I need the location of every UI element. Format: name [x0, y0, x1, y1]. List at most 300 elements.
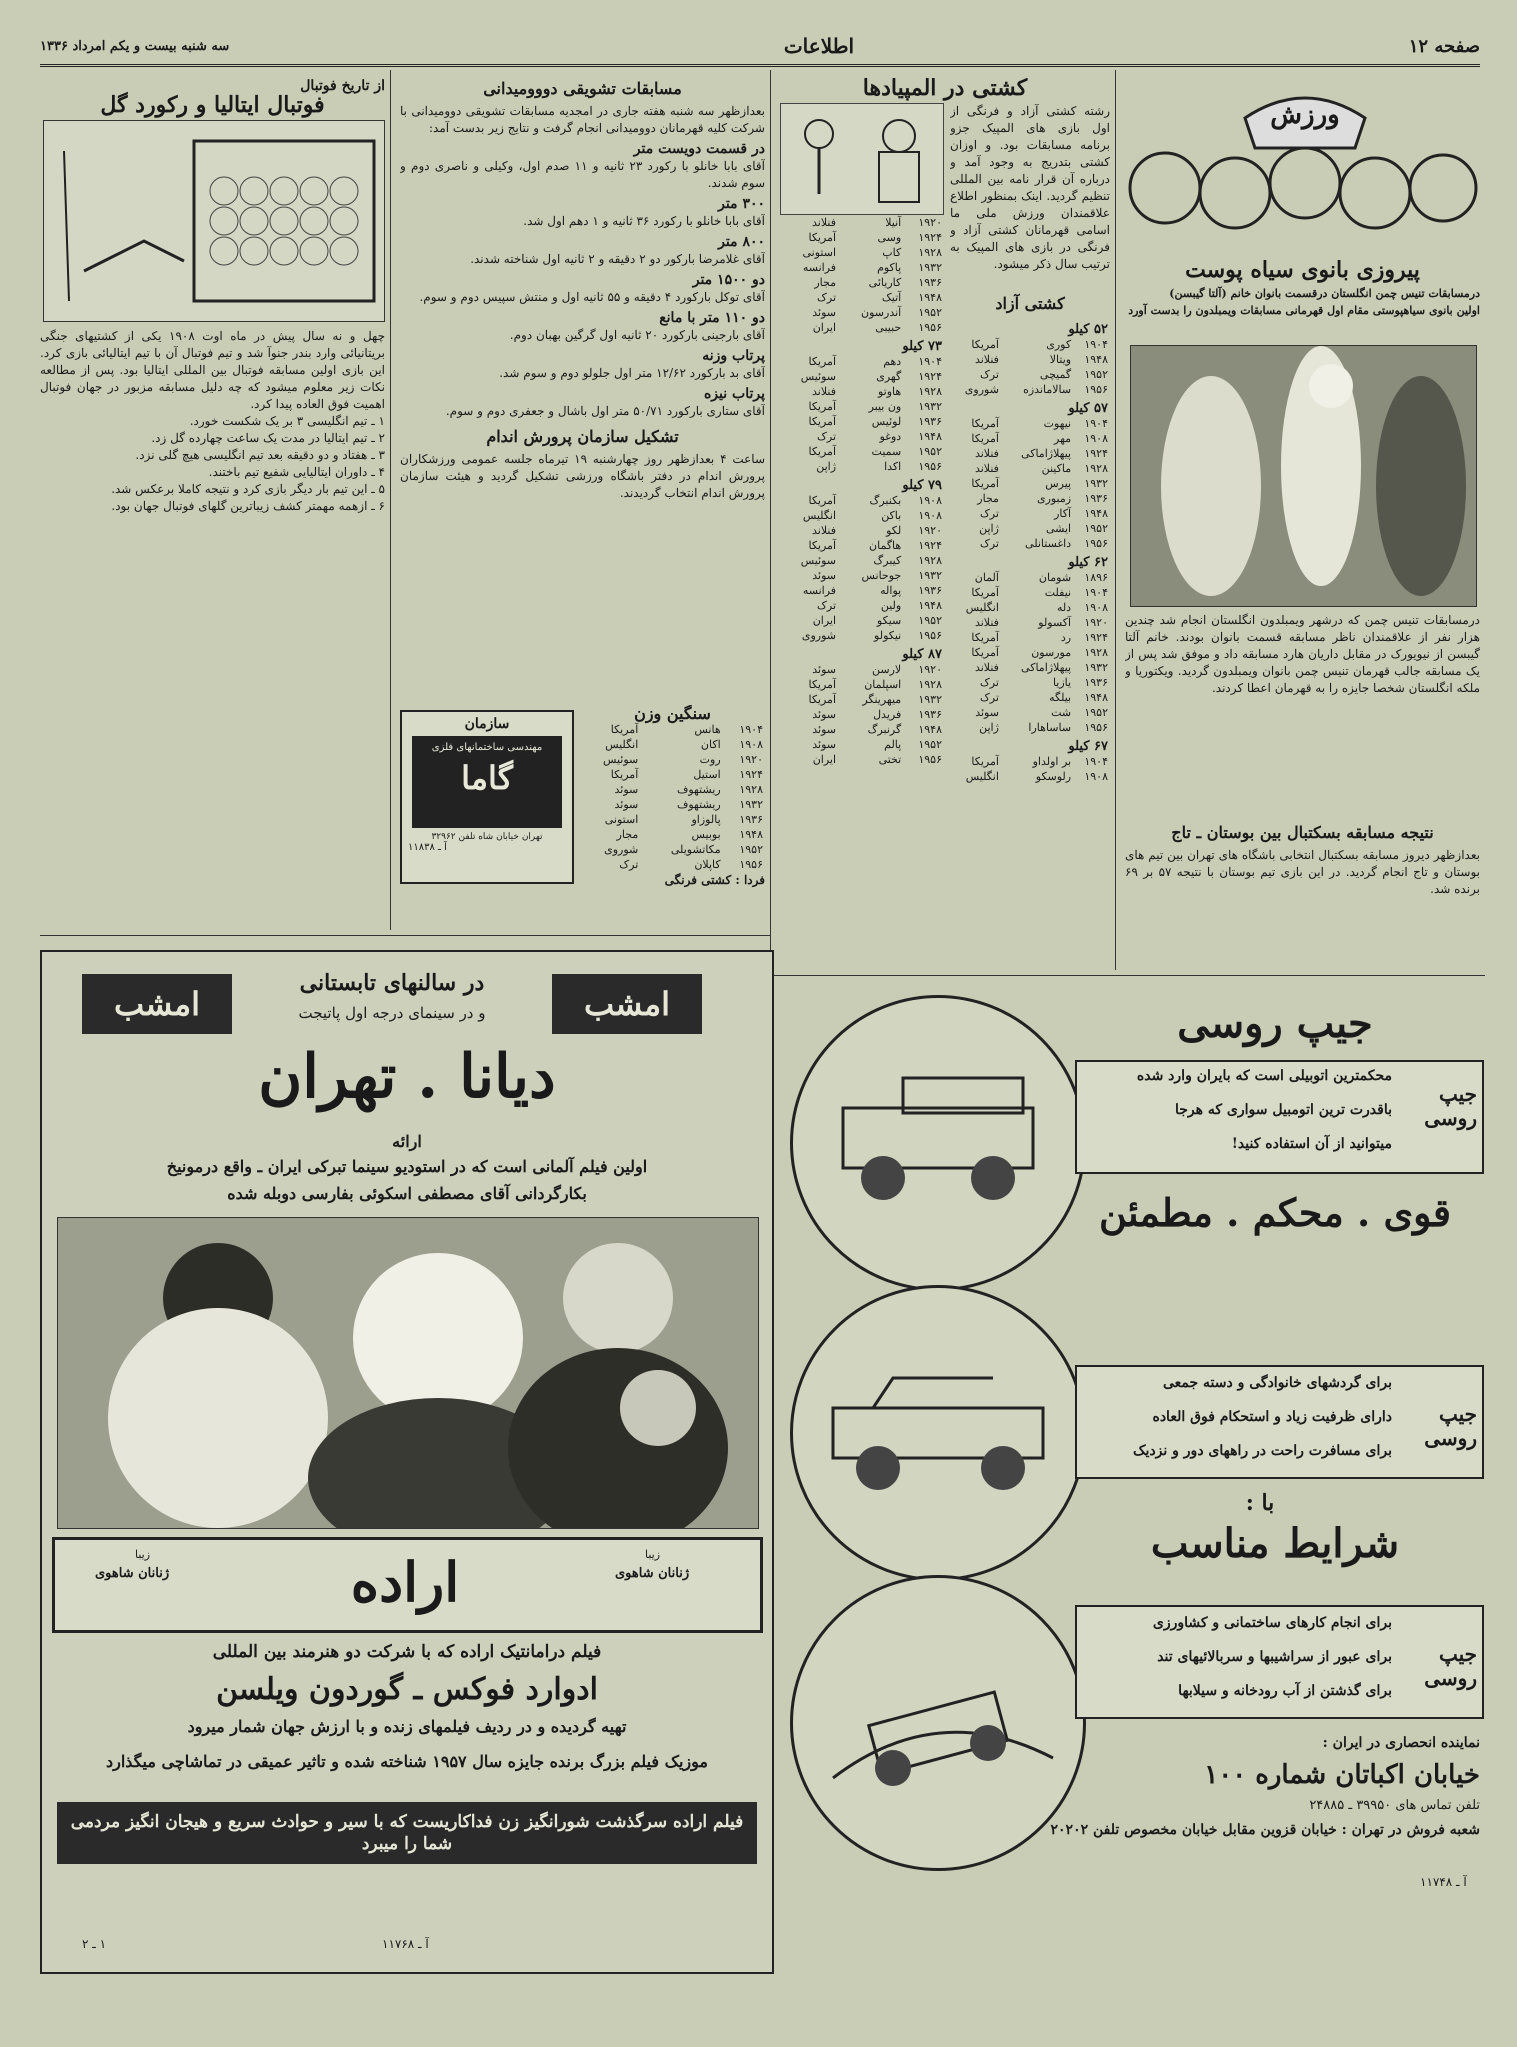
heavyweight-table: [580, 722, 765, 872]
champion-cell: اسپلمان: [864, 678, 902, 691]
year-cell: ۱۹۲۸: [1084, 646, 1108, 659]
year-cell: ۱۹۳۲: [918, 569, 942, 582]
country-cell: ایران: [812, 753, 837, 766]
jeep-brand-2: جیپ روسی: [1424, 1402, 1477, 1450]
year-cell: ۱۹۲۸: [739, 783, 763, 796]
table-row: [950, 476, 1110, 491]
year-cell: ۱۹۲۰: [918, 663, 942, 676]
football-story: [40, 78, 385, 928]
country-cell: ترک: [619, 858, 639, 871]
event-name: ۳۰۰ متر: [718, 196, 765, 212]
table-row: [780, 538, 944, 553]
jeep-illustration-2: [790, 1285, 1086, 1581]
basketball-story: [1125, 822, 1480, 962]
champion-cell: میهرینگر: [862, 693, 902, 706]
year-cell: ۱۹۲۴: [918, 539, 942, 552]
jeep-mid2: دارای ظرفیت زیاد و استحکام فوق العاده: [1152, 1409, 1392, 1425]
country-cell: ترک: [817, 599, 837, 612]
weight-class-title: ۷۳ کیلو: [902, 339, 942, 354]
year-cell: ۱۹۳۲: [739, 798, 763, 811]
table-row: [780, 414, 944, 429]
champion-cell: پیرس: [1045, 477, 1072, 490]
year-cell: ۱۹۴۸: [918, 430, 942, 443]
tennis-story: [1125, 260, 1480, 355]
country-cell: سوئد: [975, 706, 999, 719]
country-cell: ترک: [979, 676, 999, 689]
champion-cell: ریشتهوف: [676, 798, 721, 811]
champion-cell: کیبرگ: [873, 554, 902, 567]
year-cell: ۱۹۵۶: [1084, 383, 1108, 396]
champion-cell: نیفلت: [1044, 586, 1072, 599]
basketball-title: نتیجه مسابقه بسکتبال بین بوستان ـ تاج: [1171, 823, 1434, 842]
table-row: [780, 677, 944, 692]
jeep-slogan: قوی . محکم . مطمئن: [1099, 1190, 1451, 1235]
country-cell: آمریکا: [610, 723, 639, 736]
year-cell: ۱۹۰۸: [739, 738, 763, 751]
year-cell: ۱۹۲۸: [918, 554, 942, 567]
free-style-table: [950, 318, 1110, 784]
table-row: [950, 675, 1110, 690]
table-row: [950, 521, 1110, 536]
field-events-list: [400, 141, 765, 420]
film-line2: بکارگردانی آقای مصطفی اسکوئی بفارسی دوبله شده: [227, 1184, 587, 1203]
country-cell: ترک: [817, 430, 837, 443]
jeep-title: جیپ روسی: [1177, 1000, 1373, 1047]
table-row: [950, 570, 1110, 585]
table-row: [780, 662, 944, 677]
country-cell: فنلاند: [812, 216, 837, 229]
jeep-phones: تلفن تماس های ۳۹۹۵۰ ـ ۲۴۸۸۵: [1309, 1798, 1480, 1813]
table-row: [950, 491, 1110, 506]
table-row: [950, 367, 1110, 382]
year-cell: ۱۹۵۶: [1084, 537, 1108, 550]
champion-cell: بکنبرگ: [869, 494, 902, 507]
country-cell: سوئد: [812, 306, 837, 319]
year-cell: ۱۹۵۲: [1084, 368, 1108, 381]
year-cell: ۱۹۳۲: [918, 261, 942, 274]
table-row: [780, 275, 944, 290]
champion-cell: آکار: [1054, 507, 1072, 520]
year-cell: ۱۹۵۶: [739, 858, 763, 871]
year-cell: ۱۹۴۸: [1084, 691, 1108, 704]
champion-cell: پالوزاو: [691, 813, 721, 826]
gama-ad-brand: گاما: [461, 759, 513, 797]
table-row: [950, 352, 1110, 367]
country-cell: سوئد: [812, 569, 837, 582]
year-cell: ۱۹۵۲: [1084, 706, 1108, 719]
country-cell: آمریکا: [808, 678, 837, 691]
jeep-tag3: میتوانید از آن استفاده کنید!: [1231, 1136, 1392, 1152]
film-ad: [40, 950, 774, 1974]
jeep-low2: برای عبور از سراشیبها و سربالائیهای تند: [1157, 1649, 1392, 1665]
year-cell: ۱۹۳۶: [918, 276, 942, 289]
film-desc1: فیلم درامانتیک اراده که با شرکت دو هنرمند بین المللی: [212, 1642, 602, 1662]
country-cell: شوروی: [801, 629, 837, 642]
country-cell: فنلاند: [974, 447, 999, 460]
table-row: [950, 337, 1110, 352]
cinemas-names: دیانا . تهران: [258, 1042, 556, 1112]
country-cell: سوئیس: [800, 370, 837, 383]
country-cell: فنلاند: [974, 353, 999, 366]
country-cell: آمریکا: [971, 477, 999, 490]
champion-cell: گمیچی: [1039, 368, 1072, 381]
year-cell: ۱۹۰۴: [1084, 586, 1108, 599]
table-row: [580, 722, 765, 737]
champion-cell: هاگمان: [869, 539, 902, 552]
field-events-body: بعدازظهر سه شنبه هفته جاری در امجدیه مسابقات تشویقی دوومیدانی با شرکت کلیه قهرمانان دوومیدانی انجام گرفت و نتایج زیر بدست آمد:: [400, 104, 765, 135]
country-cell: آمریکا: [808, 400, 837, 413]
year-cell: ۱۹۵۶: [918, 753, 942, 766]
country-cell: ترک: [979, 537, 999, 550]
table-row: [950, 720, 1110, 735]
champion-cell: رد: [1060, 631, 1072, 644]
champion-cell: کاپ: [882, 246, 902, 259]
country-cell: آمریکا: [808, 355, 837, 368]
champion-cell: شومان: [1038, 571, 1072, 584]
table-row: [950, 506, 1110, 521]
champion-cell: کاریائی: [868, 276, 902, 289]
year-cell: ۱۹۰۴: [918, 355, 942, 368]
year-cell: ۱۹۵۲: [918, 445, 942, 458]
champion-cell: ریشتهوف: [676, 783, 721, 796]
country-cell: آمریکا: [971, 755, 999, 768]
jeep-brand-3: جیپ روسی: [1424, 1642, 1477, 1690]
year-cell: ۱۹۰۸: [918, 494, 942, 507]
champion-cell: اکان: [700, 738, 721, 751]
table-row: [580, 752, 765, 767]
football-points: [40, 413, 385, 515]
olympics-intro: رشته کشتی آزاد و فرنگی از اول بازی های المپیک جزو برنامه مسابقات بود. و اوزان کشتی بتدریج به وجود آمد و درباره آن قرار نامه بین المللی تنظیم گردید. اینک بمنظور اطلاع علاقمندان ورزش ملی ما اسامی قهرمانان کشتی آزاد و فرنگی در بازی های المپیک به ترتیب سال ذکر میشود.: [950, 104, 1110, 271]
gama-ad-address: تهران خیابان شاه تلفن ۳۲۹۶۲: [431, 832, 543, 842]
champion-cell: بوبیس: [691, 828, 721, 841]
champion-cell: باکن: [881, 509, 902, 522]
event-result: آقای غلامرضا بارکور دو ۲ دقیقه و ۲ ثانیه اول شناخته شدند.: [470, 252, 765, 266]
jeep-dealer: نماینده انحصاری در ایران :: [1322, 1735, 1480, 1751]
champion-cell: کوری: [1046, 338, 1072, 351]
table-row: [780, 320, 944, 335]
champion-cell: وسی: [877, 231, 902, 244]
country-cell: آمریکا: [971, 631, 999, 644]
free-style-table-2: [780, 215, 944, 767]
jeep-tag1: محکمترین اتوبیلی است که بایران وارد شده: [1136, 1068, 1392, 1084]
film-presents: ارائه: [392, 1132, 422, 1151]
film-line1: اولین فیلم آلمانی است که در استودیو سینما تبرکی ایران ـ واقع درمونیخ: [166, 1157, 648, 1176]
jeep-ad: [780, 990, 1485, 1950]
year-cell: ۱۹۲۴: [918, 231, 942, 244]
football-point: ۶ ـ ازهمه مهمتر کشف زیباترین گلهای فوتبال جهان بود.: [111, 499, 385, 513]
weight-class-title: ۵۷ کیلو: [1068, 401, 1108, 416]
country-cell: سوئد: [812, 708, 837, 721]
champion-cell: داغستانلی: [1025, 537, 1072, 550]
year-cell: ۱۹۵۶: [918, 321, 942, 334]
jeep-with: با :: [1245, 1490, 1275, 1516]
country-cell: سوئد: [812, 723, 837, 736]
table-row: [950, 645, 1110, 660]
country-cell: مجار: [814, 276, 837, 289]
year-cell: ۱۹۳۶: [739, 813, 763, 826]
country-cell: فرانسه: [802, 584, 837, 597]
year-cell: ۱۹۴۸: [1084, 353, 1108, 366]
year-cell: ۱۹۲۴: [918, 370, 942, 383]
jeep-tag2: باقدرت ترین اتومبیل سواری که هرجا: [1174, 1102, 1392, 1118]
table-row: [580, 842, 765, 857]
table-row: [780, 260, 944, 275]
year-cell: ۱۹۲۸: [918, 246, 942, 259]
year-cell: ۱۹۲۴: [739, 768, 763, 781]
table-row: [780, 508, 944, 523]
champion-cell: مهر: [1054, 432, 1072, 445]
weight-class-title: ۵۲ کیلو: [1068, 322, 1108, 337]
year-cell: ۱۹۰۴: [739, 723, 763, 736]
star-right-role: زیبا: [645, 1548, 661, 1561]
country-cell: ترک: [979, 507, 999, 520]
table-row: [780, 553, 944, 568]
film-title-box: [52, 1537, 763, 1633]
champion-cell: بر اولداو: [1032, 755, 1072, 768]
country-cell: مجار: [616, 828, 639, 841]
champion-cell: فریدل: [873, 708, 902, 721]
champion-cell: تختی: [878, 753, 902, 766]
year-cell: ۱۹۲۴: [1084, 631, 1108, 644]
page-number: صفحه ۱۲: [1408, 35, 1480, 57]
event-result: آقای بارجینی بارکورد ۲۰ ثانیه اول گرگین بهبان دوم.: [509, 328, 765, 342]
country-cell: آمریکا: [808, 415, 837, 428]
gama-ad: [400, 710, 574, 884]
country-cell: آمریکا: [971, 417, 999, 430]
country-cell: آمریکا: [971, 432, 999, 445]
year-cell: ۱۹۳۲: [1084, 661, 1108, 674]
champion-cell: لکو: [886, 524, 902, 537]
year-cell: ۱۹۰۴: [1084, 755, 1108, 768]
event-name: در قسمت دویست متر: [633, 141, 765, 157]
tennis-title: پیروزی بانوی سیاه پوست: [1185, 260, 1420, 283]
champion-cell: ماکینن: [1041, 462, 1072, 475]
film-bottom-banner: فیلم اراده سرگذشت شورانگیز زن فداکاریست که با سیر و حوادث سریع و هیجان انگیز مردمی شما را میبرد: [57, 1802, 757, 1864]
country-cell: فنلاند: [812, 385, 837, 398]
tonight-box-right: امشب: [552, 974, 702, 1034]
year-cell: ۱۹۰۸: [1084, 601, 1108, 614]
jeep-mid3: برای مسافرت راحت در راههای دور و نزدیک: [1133, 1443, 1392, 1459]
country-cell: فنلاند: [812, 524, 837, 537]
year-cell: ۱۹۲۰: [739, 753, 763, 766]
table-row: [950, 754, 1110, 769]
country-cell: آمریکا: [808, 445, 837, 458]
country-cell: فنلاند: [974, 616, 999, 629]
champion-cell: دوغو: [879, 430, 902, 443]
table-row: [780, 384, 944, 399]
bodybuilding-title: تشکیل سازمان پرورش اندام: [486, 427, 679, 446]
film-intro: در سالنهای تابستانی: [299, 970, 485, 996]
football-point: ۵ ـ این تیم بار دیگر بازی کرد و نتیجه کاملا برعکس شد.: [111, 482, 385, 496]
gama-ad-code: آ ـ ۱۱۸۳۸: [408, 842, 447, 853]
page-header: [40, 28, 1480, 67]
champion-cell: اکدا: [884, 460, 902, 473]
champion-cell: مکاتشویلی: [670, 843, 721, 856]
country-cell: انگلیس: [965, 770, 999, 783]
year-cell: ۱۹۰۸: [1084, 770, 1108, 783]
event-result: آقای ستاری بارکورد ۵۰/۷۱ متر اول باشال و جعفری دوم و سوم.: [445, 404, 765, 418]
country-cell: ژاپن: [816, 460, 837, 473]
table-row: [780, 583, 944, 598]
tennis-photo: [1130, 345, 1477, 607]
year-cell: ۱۹۲۸: [1084, 462, 1108, 475]
year-cell: ۱۹۲۰: [1084, 616, 1108, 629]
free-style-title: کشتی آزاد: [995, 294, 1065, 313]
table-row: [780, 215, 944, 230]
basketball-body: بعدازظهر دیروز مسابقه بسکتبال انتخابی باشگاه های تهران بین تیم های بوستان و تاج انجام گردید. در این بازی تیم بوستان با نتیجه ۵۷ بر ۶۹ برنده شد.: [1125, 848, 1480, 896]
table-row: [780, 230, 944, 245]
star-right-name: ژنانان شاهوی: [615, 1566, 690, 1581]
country-cell: مجار: [977, 492, 999, 505]
champion-cell: گرنبرگ: [867, 723, 902, 736]
year-cell: ۱۹۳۲: [1084, 477, 1108, 490]
olympics-story: [780, 78, 1110, 968]
event-result: آقای بابا خانلو با رکورد ۳۶ ثانیه و ۱ دهم اول شد.: [523, 214, 765, 228]
film-stars-names: ادوارد فوکس ـ گوردون ویلسن: [216, 1672, 598, 1707]
champion-cell: هانس: [694, 723, 721, 736]
star-left-name: ژنانان شاهوی: [95, 1566, 170, 1581]
country-cell: ژاپن: [979, 522, 999, 535]
country-cell: سوئد: [812, 663, 837, 676]
film-stars-photo: [57, 1217, 759, 1529]
table-row: [950, 382, 1110, 397]
table-row: [780, 245, 944, 260]
year-cell: ۱۹۰۸: [918, 509, 942, 522]
table-row: [780, 692, 944, 707]
sports-logo: [1125, 78, 1480, 248]
champion-cell: ولین: [880, 599, 902, 612]
jeep-code: آ ـ ۱۱۷۴۸: [1420, 1875, 1467, 1889]
table-row: [780, 444, 944, 459]
year-cell: ۱۸۹۶: [1084, 571, 1108, 584]
country-cell: آمریکا: [971, 646, 999, 659]
country-cell: سوئد: [812, 738, 837, 751]
year-cell: ۱۹۳۶: [918, 708, 942, 721]
table-row: [780, 523, 944, 538]
champion-cell: استیل: [693, 768, 721, 781]
country-cell: ترک: [979, 368, 999, 381]
country-cell: آمریکا: [971, 338, 999, 351]
table-row: [780, 290, 944, 305]
table-row: [580, 737, 765, 752]
table-row: [780, 628, 944, 643]
jeep-low3: برای گذشتن از آب رودخانه و سیلابها: [1178, 1683, 1392, 1699]
football-kicker: از تاریخ فوتبال: [300, 78, 385, 94]
year-cell: ۱۹۵۲: [918, 306, 942, 319]
event-name: پرتاب وزنه: [702, 348, 765, 364]
champion-cell: آنیلا: [885, 216, 902, 229]
bodybuilding-body: ساعت ۴ بعدازظهر روز چهارشنبه ۱۹ تیرماه جلسه عمومی ورزشکاران پرورش اندام در دفتر باشگاه ورزشی تشکیل گردید و هیئت سازمان پرورش اندام انتخاب گردیدند.: [400, 452, 765, 500]
football-point: ۲ ـ تیم ایتالیا در مدت یک ساعت چهارده گل زد.: [151, 431, 385, 445]
champion-cell: لارسن: [872, 663, 902, 676]
football-drawing: [43, 120, 385, 322]
year-cell: ۱۹۳۶: [918, 584, 942, 597]
country-cell: انگلیس: [965, 601, 999, 614]
champion-cell: آتیک: [881, 291, 902, 304]
event-name: ۸۰۰ متر: [718, 234, 765, 250]
heavyweight-footer: فردا : کشتی فرنگی: [664, 873, 765, 887]
table-row: [950, 690, 1110, 705]
event-name: دو ۱۱۰ متر با مانع: [659, 310, 765, 326]
champion-cell: پاکوم: [877, 261, 902, 274]
football-point: ۱ ـ تیم انگلیسی ۳ بر یک شکست خورد.: [189, 414, 385, 428]
issue-date: سه شنبه بیست و یکم امرداد ۱۳۳۶: [40, 38, 230, 54]
wrestlers-cartoon: [780, 103, 944, 215]
table-row: [580, 812, 765, 827]
champion-cell: پواله: [880, 584, 902, 597]
champion-cell: دله: [1056, 601, 1072, 614]
champion-cell: زمبوری: [1036, 492, 1072, 505]
year-cell: ۱۹۵۲: [918, 614, 942, 627]
country-cell: آمریکا: [808, 539, 837, 552]
film-intro-2: و در سینمای درجه اول پاتیجت: [298, 1004, 486, 1022]
country-cell: ایران: [812, 614, 837, 627]
football-point: ۴ ـ داوران ایتالیایی شفیع تیم باختند.: [208, 465, 385, 479]
champion-cell: یازیا: [1052, 676, 1072, 689]
table-row: [780, 613, 944, 628]
jeep-low1: برای انجام کارهای ساختمانی و کشاورزی: [1152, 1615, 1392, 1631]
year-cell: ۱۹۴۸: [918, 291, 942, 304]
champion-cell: پیهلاژاماکی: [1021, 447, 1072, 460]
year-cell: ۱۹۴۸: [918, 723, 942, 736]
country-cell: شوروی: [604, 843, 639, 856]
champion-cell: رلوسکو: [1035, 770, 1072, 783]
event-name: پرتاب نیزه: [703, 386, 765, 402]
country-cell: انگلیس: [802, 509, 837, 522]
jeep-address: خیابان اکباتان شماره ۱۰۰: [1204, 1760, 1480, 1790]
country-cell: ترک: [817, 291, 837, 304]
year-cell: ۱۹۰۴: [1084, 338, 1108, 351]
table-row: [580, 797, 765, 812]
table-row: [580, 827, 765, 842]
year-cell: ۱۹۲۴: [1084, 447, 1108, 460]
table-row: [780, 399, 944, 414]
champion-cell: کاپلان: [694, 858, 721, 871]
football-title: فوتبال ایتالیا و رکورد گل: [100, 92, 325, 118]
film-code: آ ـ ۱۱۷۶۸: [382, 1937, 429, 1951]
champion-cell: سمیت: [871, 445, 902, 458]
jeep-brand-1: جیپ روسی: [1424, 1082, 1477, 1130]
event-result: آقای توکل بارکورد ۴ دقیقه و ۵۵ ثانیه اول و منتش سپیس دوم و سوم.: [419, 290, 765, 304]
tennis-subtitle: درمسابقات تنیس چمن انگلستان درقسمت بانوان خانم (آلتا گیبسن): [1169, 287, 1480, 300]
year-cell: ۱۹۵۲: [918, 738, 942, 751]
table-row: [950, 416, 1110, 431]
year-cell: ۱۹۲۸: [918, 678, 942, 691]
table-row: [780, 459, 944, 474]
country-cell: آمریکا: [808, 494, 837, 507]
country-cell: آلمان: [974, 571, 999, 584]
country-cell: آمریکا: [808, 231, 837, 244]
jeep-tagline-box: [1075, 1060, 1484, 1174]
tennis-caption: درمسابقات تنیس چمن که درشهر ویمبلدون انگلستان انجام شد چندین هزار نفر از علاقمندان ناظر مسابقه قسمت بانوان بودند. خانم آلتا گیبسن از نیویورک در مقابل داریان هارد مسابقه داد و موفق شد پس از یک مسابقه جالب قهرمان تنیس چمن بانوان ویمبلدون گردید. ویکتوریا و ملکه انگلستان شخصا جایزه را به قهرمان اعطا کردند.: [1125, 613, 1480, 695]
table-row: [780, 707, 944, 722]
year-cell: ۱۹۰۴: [1084, 417, 1108, 430]
country-cell: فرانسه: [802, 261, 837, 274]
champion-cell: سیکو: [876, 614, 902, 627]
champion-cell: ویتالا: [1049, 353, 1072, 366]
jeep-branch: شعبه فروش در تهران : خیابان قزوین مقابل خیابان مخصوص تلفن ۲۰۲۰۲: [1050, 1822, 1480, 1838]
table-row: [950, 536, 1110, 551]
tennis-lead: اولین بانوی سیاهپوستی مقام اول قهرمانی مسابقات ویمبلدون را بدست آورد: [1128, 304, 1480, 317]
year-cell: ۱۹۳۲: [918, 693, 942, 706]
table-row: [580, 767, 765, 782]
table-row: [780, 598, 944, 613]
event-result: آقای بابا خانلو با رکورد ۲۳ ثانیه و ۱۱ صدم اول، وکیلی و ناصری دوم و سوم شدند.: [400, 159, 765, 190]
jeep-construction-box: [1075, 1605, 1484, 1719]
football-body: چهل و نه سال پیش در ماه اوت ۱۹۰۸ یکی از کشتیهای جنگی بریتانیائی وارد بندر جنوآ شد و تیم فوتبال آن با تیم ایتالیائی بازی کرد. این بازی اولین مسابقه فوتبال بین المللی ایتالیا بود. پس از مطالعه نکات زیر معلوم میشود که چه دلیل مسابقه مزبور در جهان فوتبال اهمیت فوق العاده پیدا کرد.: [40, 329, 385, 411]
event-result: آقای بد بارکورد ۱۲/۶۲ متر اول جلولو دوم و سوم شد.: [499, 366, 765, 380]
champion-cell: ون بیبر: [868, 400, 902, 413]
